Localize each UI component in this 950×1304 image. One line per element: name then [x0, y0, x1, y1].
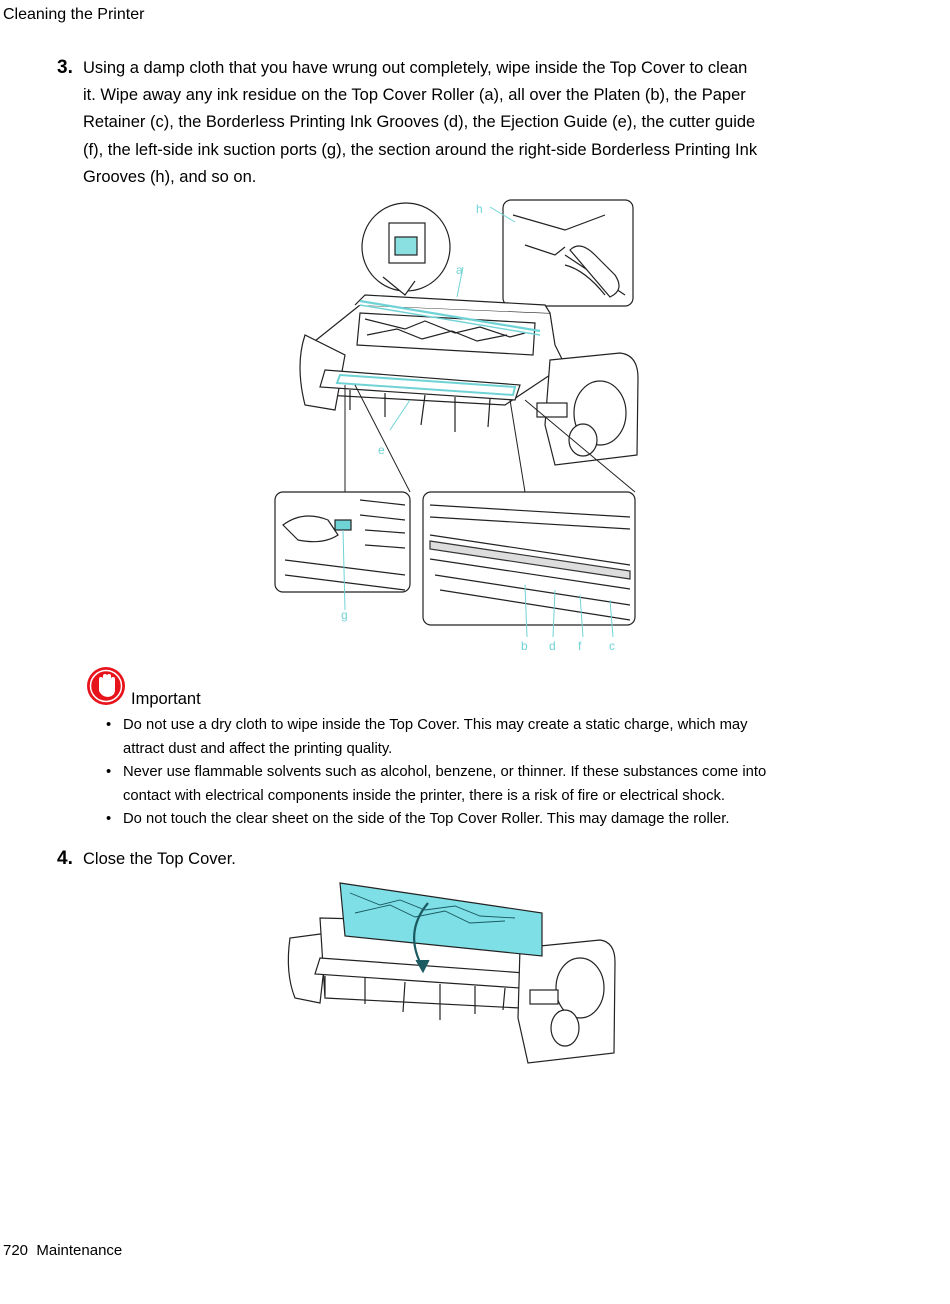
- callout-c: c: [609, 639, 615, 653]
- list-item: • Do not touch the clear sheet on the side of the Top Cover Roller. This may damage the roller.: [106, 808, 846, 832]
- step-number: 3.: [57, 57, 73, 78]
- callout-e: e: [378, 443, 385, 457]
- step-3-line: Retainer (c), the Borderless Printing Ink Grooves (d), the Ejection Guide (e), the cutter guide: [83, 113, 756, 132]
- step-3-line: Grooves (h), and so on.: [83, 167, 257, 186]
- step-3-text: [83, 55, 757, 191]
- list-item: • Never use flammable solvents such as alcohol, benzene, or thinner. If these substances come into contact with electrical components inside the printer, there is a risk of fire or electrical shock.: [106, 761, 846, 808]
- close-cover-illustration: [280, 878, 635, 1073]
- page-number: 720: [3, 1242, 29, 1259]
- important-hand-icon: [86, 666, 126, 706]
- cleaning-illustration: [265, 195, 645, 655]
- step-3-line: Using a damp cloth that you have wrung out completely, wipe inside the Top Cover to clean: [83, 59, 748, 77]
- step-4-text: Close the Top Cover.: [83, 850, 236, 868]
- step-3-line: (f), the left-side ink suction ports (g), the section around the right-side Borderless Printing Ink: [83, 140, 758, 159]
- callout-a: a: [456, 263, 463, 277]
- page-footer: [3, 1242, 122, 1259]
- list-item: • Do not use a dry cloth to wipe inside the Top Cover. This may create a static charge, which may attract dust and affect the printing quality.: [106, 714, 846, 761]
- important-title: Important: [131, 690, 201, 708]
- step-3-line: it. Wipe away any ink residue on the Top Cover Roller (a), all over the Platen (b), the Paper: [83, 86, 746, 105]
- page-header: Cleaning the Printer: [3, 6, 145, 23]
- important-list: [106, 714, 846, 832]
- inset-g: [275, 492, 410, 592]
- step-number: 4.: [57, 848, 73, 869]
- callout-b: b: [521, 639, 528, 653]
- callout-d: d: [549, 639, 556, 653]
- callout-g: g: [341, 608, 348, 622]
- footer-section: Maintenance: [36, 1242, 123, 1259]
- callout-f: f: [578, 639, 582, 653]
- callout-h: h: [476, 202, 483, 216]
